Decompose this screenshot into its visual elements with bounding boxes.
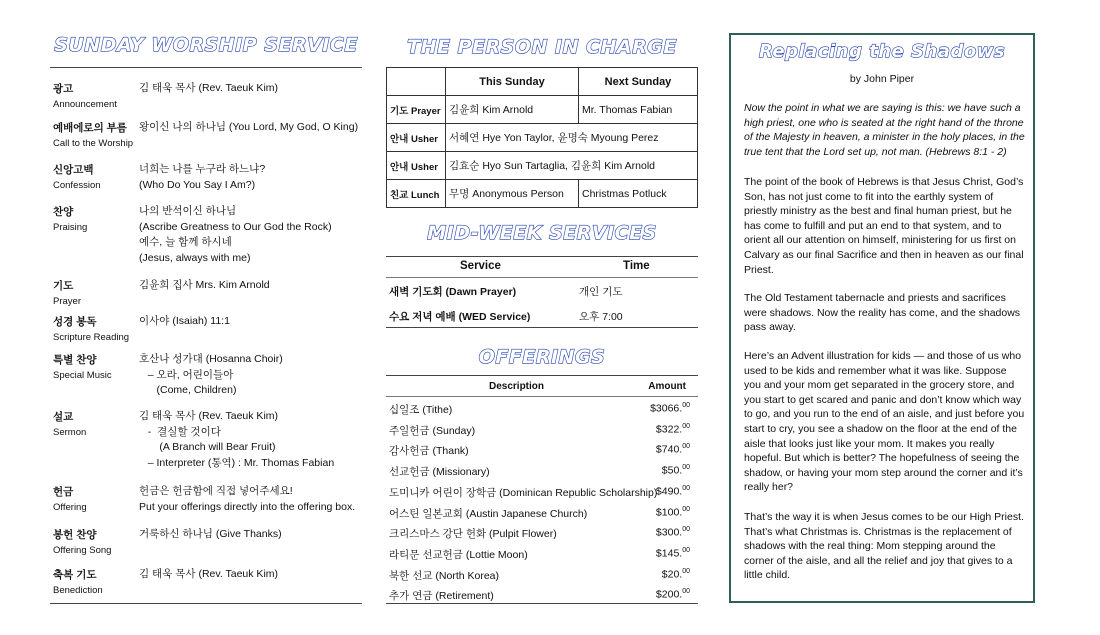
worship-item-label — [53, 81, 138, 110]
offering-description: 도미니카 어린이 장학금 (Dominican Republic Scholarship) — [389, 486, 658, 499]
person-title: THE PERSON IN CHARGE — [407, 36, 677, 58]
offering-description: 선교헌금 (Missionary) — [389, 466, 490, 479]
midweek-service: 수요 저녁 예배 (WED Service) — [389, 311, 531, 323]
worship-item-detail — [139, 352, 364, 399]
midweek-header-service: Service — [460, 260, 501, 272]
detail-line: 예수, 늘 함께 하시네 — [139, 236, 232, 248]
label-english: Call to the Worship — [53, 138, 134, 149]
midweek-header-time: Time — [623, 260, 650, 272]
worship-title: SUNDAY WORSHIP SERVICE — [54, 34, 358, 56]
detail-line: – Interpreter (통역) : Mr. Thomas Fabian — [139, 456, 335, 469]
offering-amount: $20.00 — [661, 567, 690, 581]
offering-amount: $300.00 — [655, 526, 690, 539]
detail-line: – 오라, 어린이들아 — [139, 368, 234, 381]
midweek-title: MID-WEEK SERVICES — [427, 222, 657, 244]
detail-line: 호산나 성가대 (Hosanna Choir) — [139, 353, 283, 365]
merged-cell: 서혜연 Hye Yon Taylor, 윤명숙 Myoung Perez — [446, 124, 698, 152]
table-row — [387, 180, 698, 208]
offering-amount: $3066.00 — [650, 402, 690, 415]
detail-line: (Jesus, always with me) — [139, 251, 251, 264]
detail-line: 김윤희 집사 Mrs. Kim Arnold — [139, 279, 270, 291]
label-korean: 신앙고백 — [53, 164, 94, 176]
divider — [386, 375, 698, 376]
worship-item-detail — [139, 567, 364, 583]
divider — [386, 603, 698, 604]
offering-amount: $145.00 — [655, 546, 690, 560]
table-row — [387, 96, 698, 124]
offering-amount: $490.00 — [655, 484, 690, 498]
offering-description: 십일조 (Tithe) — [389, 404, 453, 416]
offering-amount: $100.00 — [655, 505, 690, 518]
label-korean: 헌금 — [53, 486, 74, 498]
worship-item-label — [53, 278, 138, 307]
offering-description: 감사헌금 (Thank) — [389, 445, 469, 458]
this-sunday-cell: 무명 Anonymous Person — [446, 180, 579, 208]
table-header-empty — [387, 68, 446, 96]
table-row — [387, 152, 698, 180]
offering-description: 추가 연금 (Retirement) — [389, 590, 494, 603]
label-korean: 설교 — [53, 411, 74, 423]
detail-line: 나의 반석이신 하나님 — [139, 205, 237, 217]
worship-item-label — [53, 409, 138, 438]
row-label: 기도 Prayer — [387, 96, 446, 124]
article-box — [729, 33, 1035, 603]
worship-item-label — [53, 120, 138, 149]
offerings-title: OFFERINGS — [478, 346, 606, 368]
worship-item-detail — [139, 204, 364, 266]
table-header-this-sunday: This Sunday — [446, 68, 579, 96]
worship-item-label — [53, 527, 138, 556]
label-korean: 광고 — [53, 83, 74, 95]
detail-line: 김 태욱 목사 (Rev. Taeuk Kim) — [139, 568, 279, 580]
label-english: Scripture Reading — [53, 332, 130, 343]
offerings-header-description: Description — [489, 381, 545, 392]
worship-item-label — [53, 204, 138, 233]
worship-item-detail — [139, 409, 364, 471]
table-row — [387, 124, 698, 152]
worship-item-label — [53, 484, 138, 513]
worship-item-detail — [139, 314, 364, 330]
detail-line: 김 태욱 목사 (Rev. Taeuk Kim) — [139, 82, 279, 94]
worship-item-label — [53, 567, 138, 596]
merged-cell: 김효순 Hyo Sun Tartaglia, 김윤희 Kim Arnold — [446, 152, 698, 180]
offering-amount: $200.00 — [655, 588, 690, 601]
offering-description: 주일헌금 (Sunday) — [389, 424, 476, 437]
worship-item-label — [53, 352, 138, 381]
detail-line: 헌금은 헌금함에 직접 넣어주세요! — [139, 485, 293, 497]
divider — [50, 603, 362, 604]
this-sunday-cell: 김윤희 Kim Arnold — [446, 96, 579, 124]
label-korean: 기도 — [53, 280, 74, 292]
label-english: Prayer — [53, 296, 81, 307]
detail-line: 이사야 (Isaiah) 11:1 — [139, 315, 230, 327]
label-korean: 봉헌 찬양 — [53, 529, 97, 541]
label-english: Offering Song — [53, 545, 112, 556]
article-paragraph: That’s the way it is when Jesus comes to be our High Priest. That’s what Christmas is. Christmas is the replacement of shadows with the real thing: Mom stepping around the corner of the aisle, and all the relief and joy that gives to a little child. — [744, 511, 1024, 582]
worship-item-detail — [139, 278, 364, 294]
midweek-time: 오후 7:00 — [579, 311, 623, 323]
detail-line: 거룩하신 하나님 (Give Thanks) — [139, 528, 282, 540]
row-label: 안내 Usher — [387, 124, 446, 152]
label-korean: 축복 기도 — [53, 569, 97, 581]
detail-line: (Ascribe Greatness to Our God the Rock) — [139, 220, 332, 233]
detail-line: 김 태욱 목사 (Rev. Taeuk Kim) — [139, 410, 279, 422]
table-header-row — [387, 68, 698, 96]
offering-amount: $740.00 — [655, 443, 690, 456]
row-label: 친교 Lunch — [387, 180, 446, 208]
worship-item-detail — [139, 120, 364, 136]
midweek-time: 개인 기도 — [579, 286, 623, 298]
detail-line: - 결실할 것이다 — [139, 425, 221, 438]
article-paragraph: Here’s an Advent illustration for kids — and those of us who used to be kids and remember what it was like. Suppose you and your mom get separated in the grocery store, and you start to get scared and panic and don’t know which way to go, and you run to the end of an aisle, and just before you start to cry, you see a shadow on the floor at the end of the aisle that looks just like your mom. It makes you really hopeful. But which is better? The hopefulness of seeing the shadow, or having your mom step around the corner and it’s really her? — [744, 350, 1025, 494]
detail-line: (A Branch will Bear Fruit) — [139, 441, 276, 453]
article-paragraph: The point of the book of Hebrews is that Jesus Christ, God’s Son, has not just come to fit into the earthly system of priestly ministry as the best and final human priest, but he has come to fulfill and put an end to that system, and to orient all our attention on himself, ministering for us first on Calvary as our final Sacrifice and then in heaven as our final Priest. — [744, 176, 1024, 276]
article-title: Replacing the Shadows — [758, 41, 1006, 62]
offering-amount: $50.00 — [661, 464, 690, 477]
article-paragraph: The Old Testament tabernacle and priests and sacrifices were shadows. Now the reality has come, and the shadows pass away. — [744, 292, 1021, 334]
label-english: Praising — [53, 222, 88, 233]
label-korean: 예배에로의 부름 — [53, 122, 127, 134]
article-author: by John Piper — [849, 73, 915, 85]
label-english: Sermon — [53, 427, 87, 438]
offering-description: 북한 선교 (North Korea) — [389, 569, 500, 582]
label-english: Benediction — [53, 585, 103, 596]
offering-description: 어스틴 일본교회 (Austin Japanese Church) — [389, 507, 588, 520]
detail-line: (Come, Children) — [139, 384, 237, 396]
divider — [386, 277, 698, 278]
person-table — [386, 67, 698, 208]
divider — [50, 67, 362, 68]
label-english: Offering — [53, 502, 87, 513]
midweek-service: 새벽 기도회 (Dawn Prayer) — [389, 286, 517, 298]
worship-item-detail — [139, 527, 364, 543]
worship-item-detail — [139, 81, 364, 97]
worship-item-label — [53, 314, 138, 343]
divider — [386, 396, 698, 397]
detail-line: Put your offerings directly into the offering box. — [139, 500, 356, 513]
detail-line: 너희는 나를 누구라 하느냐? — [139, 163, 266, 175]
detail-line: 왕이신 나의 하나님 (You Lord, My God, O King) — [139, 121, 359, 133]
next-sunday-cell: Mr. Thomas Fabian — [579, 96, 698, 124]
divider — [386, 327, 698, 328]
offering-amount: $322.00 — [655, 422, 690, 436]
row-label: 안내 Usher — [387, 152, 446, 180]
label-english: Confession — [53, 180, 101, 191]
label-korean: 성경 봉독 — [53, 316, 97, 328]
offerings-header-amount: Amount — [648, 381, 686, 392]
worship-item-detail — [139, 484, 364, 515]
next-sunday-cell: Christmas Potluck — [579, 180, 698, 208]
detail-line: (Who Do You Say I Am?) — [139, 178, 256, 191]
article-quote: Now the point in what we are saying is this: we have such a high priest, one who is seated at the right hand of the throne of the Majesty in heaven, a minister in the holy places, in the true tent that the Lord set up, not man. (Hebrews 8:1 - 2) — [744, 102, 1025, 158]
worship-item-detail — [139, 162, 364, 193]
label-english: Announcement — [53, 99, 117, 110]
offering-description: 크리스마스 강단 헌화 (Pulpit Flower) — [389, 528, 557, 541]
divider — [386, 256, 698, 257]
label-korean: 특별 찬양 — [53, 354, 97, 366]
label-english: Special Music — [53, 370, 112, 381]
offering-description: 라티문 선교헌금 (Lottie Moon) — [389, 548, 528, 561]
label-korean: 찬양 — [53, 206, 74, 218]
table-header-next-sunday: Next Sunday — [579, 68, 698, 96]
worship-item-label — [53, 162, 138, 191]
